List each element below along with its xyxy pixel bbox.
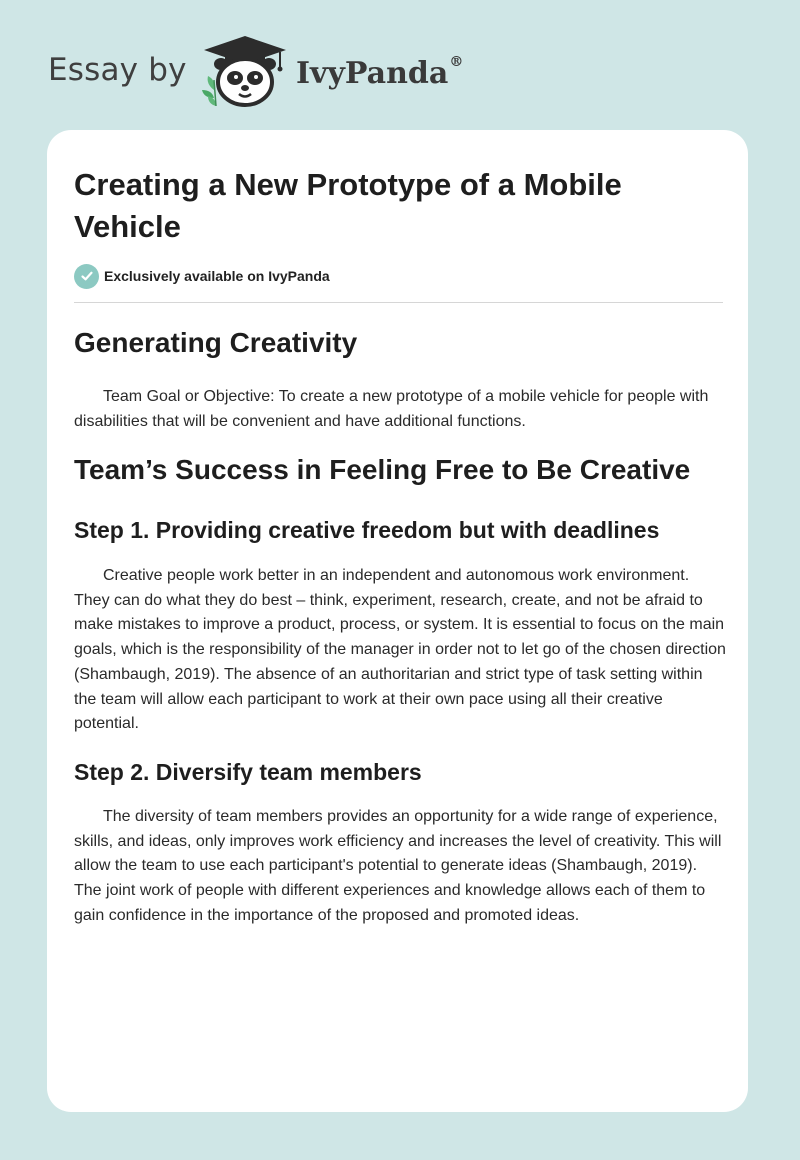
paragraph-team-goal: Team Goal or Objective: To create a new prototype of a mobile vehicle for people with disabilities that will be convenient and have additional functions. xyxy=(74,388,709,430)
essay-by-label: Essay by xyxy=(48,52,187,88)
paragraph-step-2: The diversity of team members provides an opportunity for a wide range of experience, skills, and ideas, only improves work efficiency and increases the level of creativity. This will allow the team to use each participant's potential to generate ideas (Shambaugh, 2019). The joint work of people with different experiences and knowledge allows each of them to gain confidence in the importance of the proposed and promoted ideas. xyxy=(74,808,722,924)
registered-mark: ® xyxy=(449,54,464,70)
essay-title: Creating a New Prototype of a Mobile Vehicle xyxy=(74,167,622,244)
section-heading-team-success: Team’s Success in Feeling Free to Be Creative xyxy=(74,454,691,485)
check-circle-icon xyxy=(74,264,99,289)
divider xyxy=(74,302,723,303)
brand-name[interactable]: IvyPanda® xyxy=(296,54,464,91)
exclusive-badge xyxy=(74,262,330,290)
site-header xyxy=(48,34,548,114)
subsection-heading-step-2: Step 2. Diversify team members xyxy=(74,759,422,785)
exclusive-label: Exclusively available on IvyPanda xyxy=(104,268,330,284)
essay-card xyxy=(47,130,748,1112)
subsection-heading-step-1: Step 1. Providing creative freedom but with deadlines xyxy=(74,517,660,543)
paragraph-step-1: Creative people work better in an independent and autonomous work environment. They can do what they do best – think, experiment, research, create, and not be afraid to make mistakes to improve a product, process, or system. It is essential to focus on the main goals, which is the responsibility of the manager in order not to let go of the chosen direction (Shambaugh, 2019). The absence of an authoritarian and strict type of task setting within the team will allow each participant to work at their own pace using all their creative potential. xyxy=(74,567,726,733)
section-heading-generating-creativity: Generating Creativity xyxy=(74,327,358,358)
panda-graduate-icon[interactable] xyxy=(200,34,290,108)
